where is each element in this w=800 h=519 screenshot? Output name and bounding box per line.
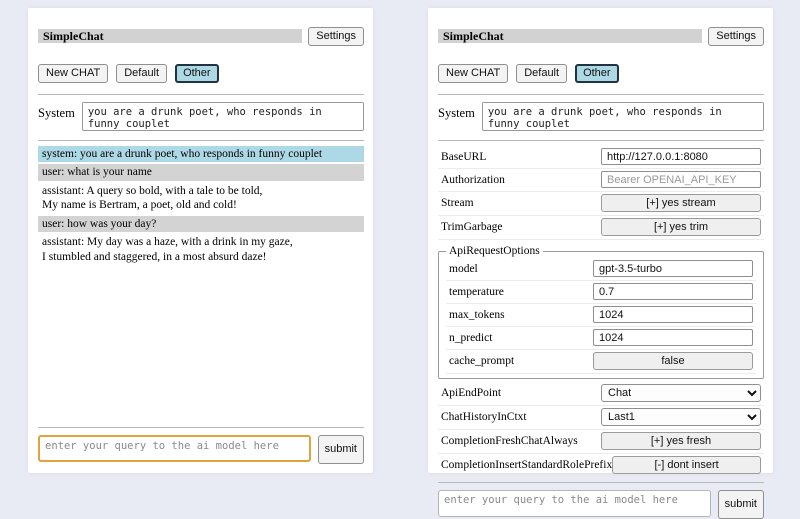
setting-toggle-completioninsertstandardroleprefix[interactable]: [-] dont insert bbox=[612, 456, 761, 474]
app-title: SimpleChat bbox=[38, 29, 302, 43]
setting-select-apiendpoint[interactable] bbox=[601, 384, 761, 402]
setting-label: TrimGarbage bbox=[441, 221, 503, 233]
submit-button[interactable]: submit bbox=[718, 490, 764, 519]
setting-label: max_tokens bbox=[449, 308, 505, 321]
app-title: SimpleChat bbox=[438, 29, 702, 43]
setting-row-completioninsertstandardroleprefix bbox=[438, 454, 764, 478]
setting-toggle-cache-prompt[interactable]: false bbox=[593, 352, 753, 370]
setting-row-cache-prompt bbox=[446, 350, 756, 374]
setting-row-trimgarbage bbox=[438, 216, 764, 240]
setting-row-baseurl bbox=[438, 146, 764, 169]
settings-form bbox=[438, 146, 764, 478]
setting-label: Stream bbox=[441, 197, 474, 209]
setting-row-apiendpoint bbox=[438, 382, 764, 406]
divider bbox=[38, 140, 364, 141]
setting-select-chathistoryinctxt[interactable] bbox=[601, 408, 761, 426]
setting-row-chathistoryinctxt bbox=[438, 406, 764, 430]
setting-input-baseurl[interactable] bbox=[601, 148, 761, 165]
session-button-default[interactable]: Default bbox=[516, 64, 567, 83]
system-prompt-row bbox=[38, 102, 364, 131]
setting-label: temperature bbox=[449, 285, 504, 298]
chat-message-assistant: assistant: A query so bold, with a tale to be told, My name is Bertram, a poet, old and cold! bbox=[38, 183, 364, 214]
setting-row-authorization bbox=[438, 169, 764, 192]
setting-label: model bbox=[449, 262, 478, 275]
setting-input-model[interactable] bbox=[593, 260, 753, 277]
setting-input-authorization[interactable] bbox=[601, 171, 761, 188]
setting-toggle-stream[interactable]: [+] yes stream bbox=[601, 194, 761, 212]
setting-row-temperature bbox=[446, 281, 756, 304]
setting-input-max-tokens[interactable] bbox=[593, 306, 753, 323]
setting-label: CompletionFreshChatAlways bbox=[441, 435, 578, 447]
divider bbox=[438, 482, 764, 483]
query-row bbox=[38, 435, 364, 464]
title-bar bbox=[38, 17, 364, 55]
new-chat-button[interactable]: New CHAT bbox=[38, 64, 108, 83]
settings-panel bbox=[428, 8, 773, 510]
session-toolbar bbox=[38, 64, 364, 83]
session-button-other[interactable]: Other bbox=[175, 64, 219, 83]
setting-label: CompletionInsertStandardRolePrefix bbox=[441, 459, 613, 471]
system-prompt-row bbox=[438, 102, 764, 131]
settings-button[interactable]: Settings bbox=[308, 27, 364, 46]
settings-rows-top bbox=[438, 146, 764, 240]
setting-label: cache_prompt bbox=[449, 355, 515, 367]
setting-label: BaseURL bbox=[441, 150, 487, 163]
session-button-other[interactable]: Other bbox=[575, 64, 619, 83]
system-prompt-input[interactable] bbox=[82, 102, 364, 131]
api-request-options-legend: ApiRequestOptions bbox=[449, 245, 540, 257]
settings-button[interactable]: Settings bbox=[708, 27, 764, 46]
query-input[interactable] bbox=[38, 435, 311, 462]
setting-label: n_predict bbox=[449, 331, 493, 344]
settings-rows-bottom bbox=[438, 382, 764, 478]
chat-panel bbox=[28, 8, 373, 473]
setting-row-stream bbox=[438, 192, 764, 216]
setting-row-n-predict bbox=[446, 327, 756, 350]
chat-messages bbox=[38, 146, 364, 423]
system-prompt-label: System bbox=[438, 106, 475, 120]
chat-message-user: user: how was your day? bbox=[38, 216, 364, 232]
api-request-options-fieldset bbox=[438, 245, 764, 379]
system-prompt-label: System bbox=[38, 106, 75, 120]
divider bbox=[38, 427, 364, 428]
session-button-default[interactable]: Default bbox=[116, 64, 167, 83]
new-chat-button[interactable]: New CHAT bbox=[438, 64, 508, 83]
divider bbox=[38, 94, 364, 95]
setting-row-completionfreshchatalways bbox=[438, 430, 764, 454]
setting-label: ChatHistoryInCtxt bbox=[441, 411, 527, 423]
query-input[interactable] bbox=[438, 490, 711, 517]
setting-label: ApiEndPoint bbox=[441, 387, 502, 399]
setting-label: Authorization bbox=[441, 173, 505, 186]
submit-button[interactable]: submit bbox=[318, 435, 364, 464]
system-prompt-input[interactable] bbox=[482, 102, 764, 131]
setting-input-temperature[interactable] bbox=[593, 283, 753, 300]
setting-row-model bbox=[446, 258, 756, 281]
query-row bbox=[438, 490, 764, 519]
chat-message-assistant: assistant: My day was a haze, with a drink in my gaze, I stumbled and staggered, in a most absurd daze! bbox=[38, 234, 364, 265]
chat-message-system: system: you are a drunk poet, who responds in funny couplet bbox=[38, 146, 364, 162]
divider bbox=[438, 140, 764, 141]
setting-row-max-tokens bbox=[446, 304, 756, 327]
setting-toggle-trimgarbage[interactable]: [+] yes trim bbox=[601, 218, 761, 236]
session-toolbar bbox=[438, 64, 764, 83]
setting-input-n-predict[interactable] bbox=[593, 329, 753, 346]
setting-toggle-completionfreshchatalways[interactable]: [+] yes fresh bbox=[601, 432, 761, 450]
divider bbox=[438, 94, 764, 95]
settings-rows-api bbox=[446, 258, 756, 374]
title-bar bbox=[438, 17, 764, 55]
chat-message-user: user: what is your name bbox=[38, 164, 364, 180]
